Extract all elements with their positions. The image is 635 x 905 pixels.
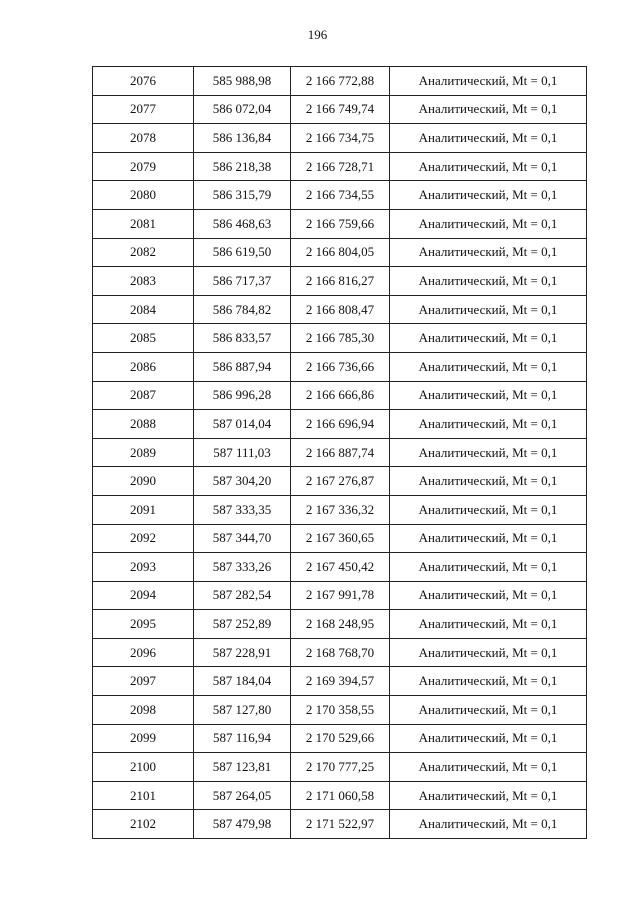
y-coordinate-cell: 2 167 450,42: [291, 553, 390, 582]
y-coordinate-cell: 2 167 336,32: [291, 495, 390, 524]
table-row: [93, 124, 587, 153]
x-coordinate-cell: 585 988,98: [194, 67, 291, 96]
method-cell: Аналитический, Mt = 0,1: [390, 124, 587, 153]
table-row: [93, 724, 587, 753]
x-coordinate-cell: 587 304,20: [194, 467, 291, 496]
point-number-cell: 2096: [93, 638, 194, 667]
x-coordinate-cell: 586 468,63: [194, 209, 291, 238]
table-row: [93, 638, 587, 667]
point-number-cell: 2091: [93, 495, 194, 524]
table-row: [93, 152, 587, 181]
x-coordinate-cell: 587 116,94: [194, 724, 291, 753]
x-coordinate-cell: 587 264,05: [194, 781, 291, 810]
table-row: [93, 267, 587, 296]
x-coordinate-cell: 587 333,26: [194, 553, 291, 582]
y-coordinate-cell: 2 166 728,71: [291, 152, 390, 181]
y-coordinate-cell: 2 170 358,55: [291, 696, 390, 725]
point-number-cell: 2087: [93, 381, 194, 410]
x-coordinate-cell: 587 228,91: [194, 638, 291, 667]
method-cell: Аналитический, Mt = 0,1: [390, 610, 587, 639]
method-cell: Аналитический, Mt = 0,1: [390, 696, 587, 725]
y-coordinate-cell: 2 166 666,86: [291, 381, 390, 410]
x-coordinate-cell: 586 218,38: [194, 152, 291, 181]
x-coordinate-cell: 587 127,80: [194, 696, 291, 725]
table-row: [93, 495, 587, 524]
y-coordinate-cell: 2 167 991,78: [291, 581, 390, 610]
x-coordinate-cell: 586 136,84: [194, 124, 291, 153]
y-coordinate-cell: 2 166 736,66: [291, 352, 390, 381]
method-cell: Аналитический, Mt = 0,1: [390, 753, 587, 782]
method-cell: Аналитический, Mt = 0,1: [390, 410, 587, 439]
point-number-cell: 2090: [93, 467, 194, 496]
method-cell: Аналитический, Mt = 0,1: [390, 152, 587, 181]
y-coordinate-cell: 2 166 808,47: [291, 295, 390, 324]
y-coordinate-cell: 2 167 276,87: [291, 467, 390, 496]
method-cell: Аналитический, Mt = 0,1: [390, 638, 587, 667]
table-row: [93, 438, 587, 467]
point-number-cell: 2101: [93, 781, 194, 810]
point-number-cell: 2092: [93, 524, 194, 553]
y-coordinate-cell: 2 170 529,66: [291, 724, 390, 753]
table-row: [93, 410, 587, 439]
y-coordinate-cell: 2 171 522,97: [291, 810, 390, 839]
page-number: 196: [307, 27, 328, 42]
table-row: [93, 467, 587, 496]
y-coordinate-cell: 2 166 734,55: [291, 181, 390, 210]
method-cell: Аналитический, Mt = 0,1: [390, 295, 587, 324]
method-cell: Аналитический, Mt = 0,1: [390, 324, 587, 353]
method-cell: Аналитический, Mt = 0,1: [390, 553, 587, 582]
y-coordinate-cell: 2 167 360,65: [291, 524, 390, 553]
table-row: [93, 95, 587, 124]
table-row: [93, 781, 587, 810]
y-coordinate-cell: 2 166 749,74: [291, 95, 390, 124]
point-number-cell: 2094: [93, 581, 194, 610]
x-coordinate-cell: 586 833,57: [194, 324, 291, 353]
x-coordinate-cell: 587 014,04: [194, 410, 291, 439]
point-number-cell: 2088: [93, 410, 194, 439]
point-number-cell: 2086: [93, 352, 194, 381]
point-number-cell: 2100: [93, 753, 194, 782]
point-number-cell: 2089: [93, 438, 194, 467]
y-coordinate-cell: 2 166 734,75: [291, 124, 390, 153]
method-cell: Аналитический, Mt = 0,1: [390, 95, 587, 124]
method-cell: Аналитический, Mt = 0,1: [390, 467, 587, 496]
coordinates-table-body: [93, 67, 587, 839]
point-number-cell: 2082: [93, 238, 194, 267]
point-number-cell: 2098: [93, 696, 194, 725]
table-row: [93, 553, 587, 582]
method-cell: Аналитический, Mt = 0,1: [390, 67, 587, 96]
method-cell: Аналитический, Mt = 0,1: [390, 724, 587, 753]
y-coordinate-cell: 2 166 772,88: [291, 67, 390, 96]
x-coordinate-cell: 586 784,82: [194, 295, 291, 324]
point-number-cell: 2080: [93, 181, 194, 210]
x-coordinate-cell: 587 282,54: [194, 581, 291, 610]
method-cell: Аналитический, Mt = 0,1: [390, 581, 587, 610]
method-cell: Аналитический, Mt = 0,1: [390, 238, 587, 267]
y-coordinate-cell: 2 168 248,95: [291, 610, 390, 639]
y-coordinate-cell: 2 166 804,05: [291, 238, 390, 267]
table-row: [93, 524, 587, 553]
y-coordinate-cell: 2 169 394,57: [291, 667, 390, 696]
point-number-cell: 2095: [93, 610, 194, 639]
x-coordinate-cell: 586 072,04: [194, 95, 291, 124]
table-row: [93, 295, 587, 324]
method-cell: Аналитический, Mt = 0,1: [390, 209, 587, 238]
table-row: [93, 324, 587, 353]
x-coordinate-cell: 587 333,35: [194, 495, 291, 524]
method-cell: Аналитический, Mt = 0,1: [390, 352, 587, 381]
coordinates-table: [92, 66, 587, 839]
y-coordinate-cell: 2 166 759,66: [291, 209, 390, 238]
method-cell: Аналитический, Mt = 0,1: [390, 524, 587, 553]
x-coordinate-cell: 587 123,81: [194, 753, 291, 782]
point-number-cell: 2078: [93, 124, 194, 153]
x-coordinate-cell: 586 619,50: [194, 238, 291, 267]
y-coordinate-cell: 2 166 816,27: [291, 267, 390, 296]
x-coordinate-cell: 586 717,37: [194, 267, 291, 296]
point-number-cell: 2099: [93, 724, 194, 753]
x-coordinate-cell: 587 479,98: [194, 810, 291, 839]
method-cell: Аналитический, Mt = 0,1: [390, 181, 587, 210]
point-number-cell: 2081: [93, 209, 194, 238]
method-cell: Аналитический, Mt = 0,1: [390, 381, 587, 410]
y-coordinate-cell: 2 166 696,94: [291, 410, 390, 439]
table-row: [93, 753, 587, 782]
method-cell: Аналитический, Mt = 0,1: [390, 438, 587, 467]
method-cell: Аналитический, Mt = 0,1: [390, 781, 587, 810]
table-row: [93, 381, 587, 410]
point-number-cell: 2093: [93, 553, 194, 582]
method-cell: Аналитический, Mt = 0,1: [390, 810, 587, 839]
x-coordinate-cell: 586 315,79: [194, 181, 291, 210]
y-coordinate-cell: 2 171 060,58: [291, 781, 390, 810]
y-coordinate-cell: 2 168 768,70: [291, 638, 390, 667]
point-number-cell: 2097: [93, 667, 194, 696]
x-coordinate-cell: 587 344,70: [194, 524, 291, 553]
point-number-cell: 2077: [93, 95, 194, 124]
x-coordinate-cell: 587 184,04: [194, 667, 291, 696]
method-cell: Аналитический, Mt = 0,1: [390, 267, 587, 296]
table-row: [93, 352, 587, 381]
point-number-cell: 2102: [93, 810, 194, 839]
point-number-cell: 2084: [93, 295, 194, 324]
x-coordinate-cell: 586 996,28: [194, 381, 291, 410]
table-row: [93, 610, 587, 639]
point-number-cell: 2083: [93, 267, 194, 296]
table-row: [93, 209, 587, 238]
y-coordinate-cell: 2 170 777,25: [291, 753, 390, 782]
method-cell: Аналитический, Mt = 0,1: [390, 495, 587, 524]
table-row: [93, 581, 587, 610]
point-number-cell: 2085: [93, 324, 194, 353]
table-row: [93, 810, 587, 839]
table-row: [93, 181, 587, 210]
method-cell: Аналитический, Mt = 0,1: [390, 667, 587, 696]
y-coordinate-cell: 2 166 887,74: [291, 438, 390, 467]
point-number-cell: 2076: [93, 67, 194, 96]
table-row: [93, 696, 587, 725]
x-coordinate-cell: 587 252,89: [194, 610, 291, 639]
y-coordinate-cell: 2 166 785,30: [291, 324, 390, 353]
x-coordinate-cell: 586 887,94: [194, 352, 291, 381]
table-row: [93, 238, 587, 267]
point-number-cell: 2079: [93, 152, 194, 181]
x-coordinate-cell: 587 111,03: [194, 438, 291, 467]
table-row: [93, 667, 587, 696]
table-row: [93, 67, 587, 96]
